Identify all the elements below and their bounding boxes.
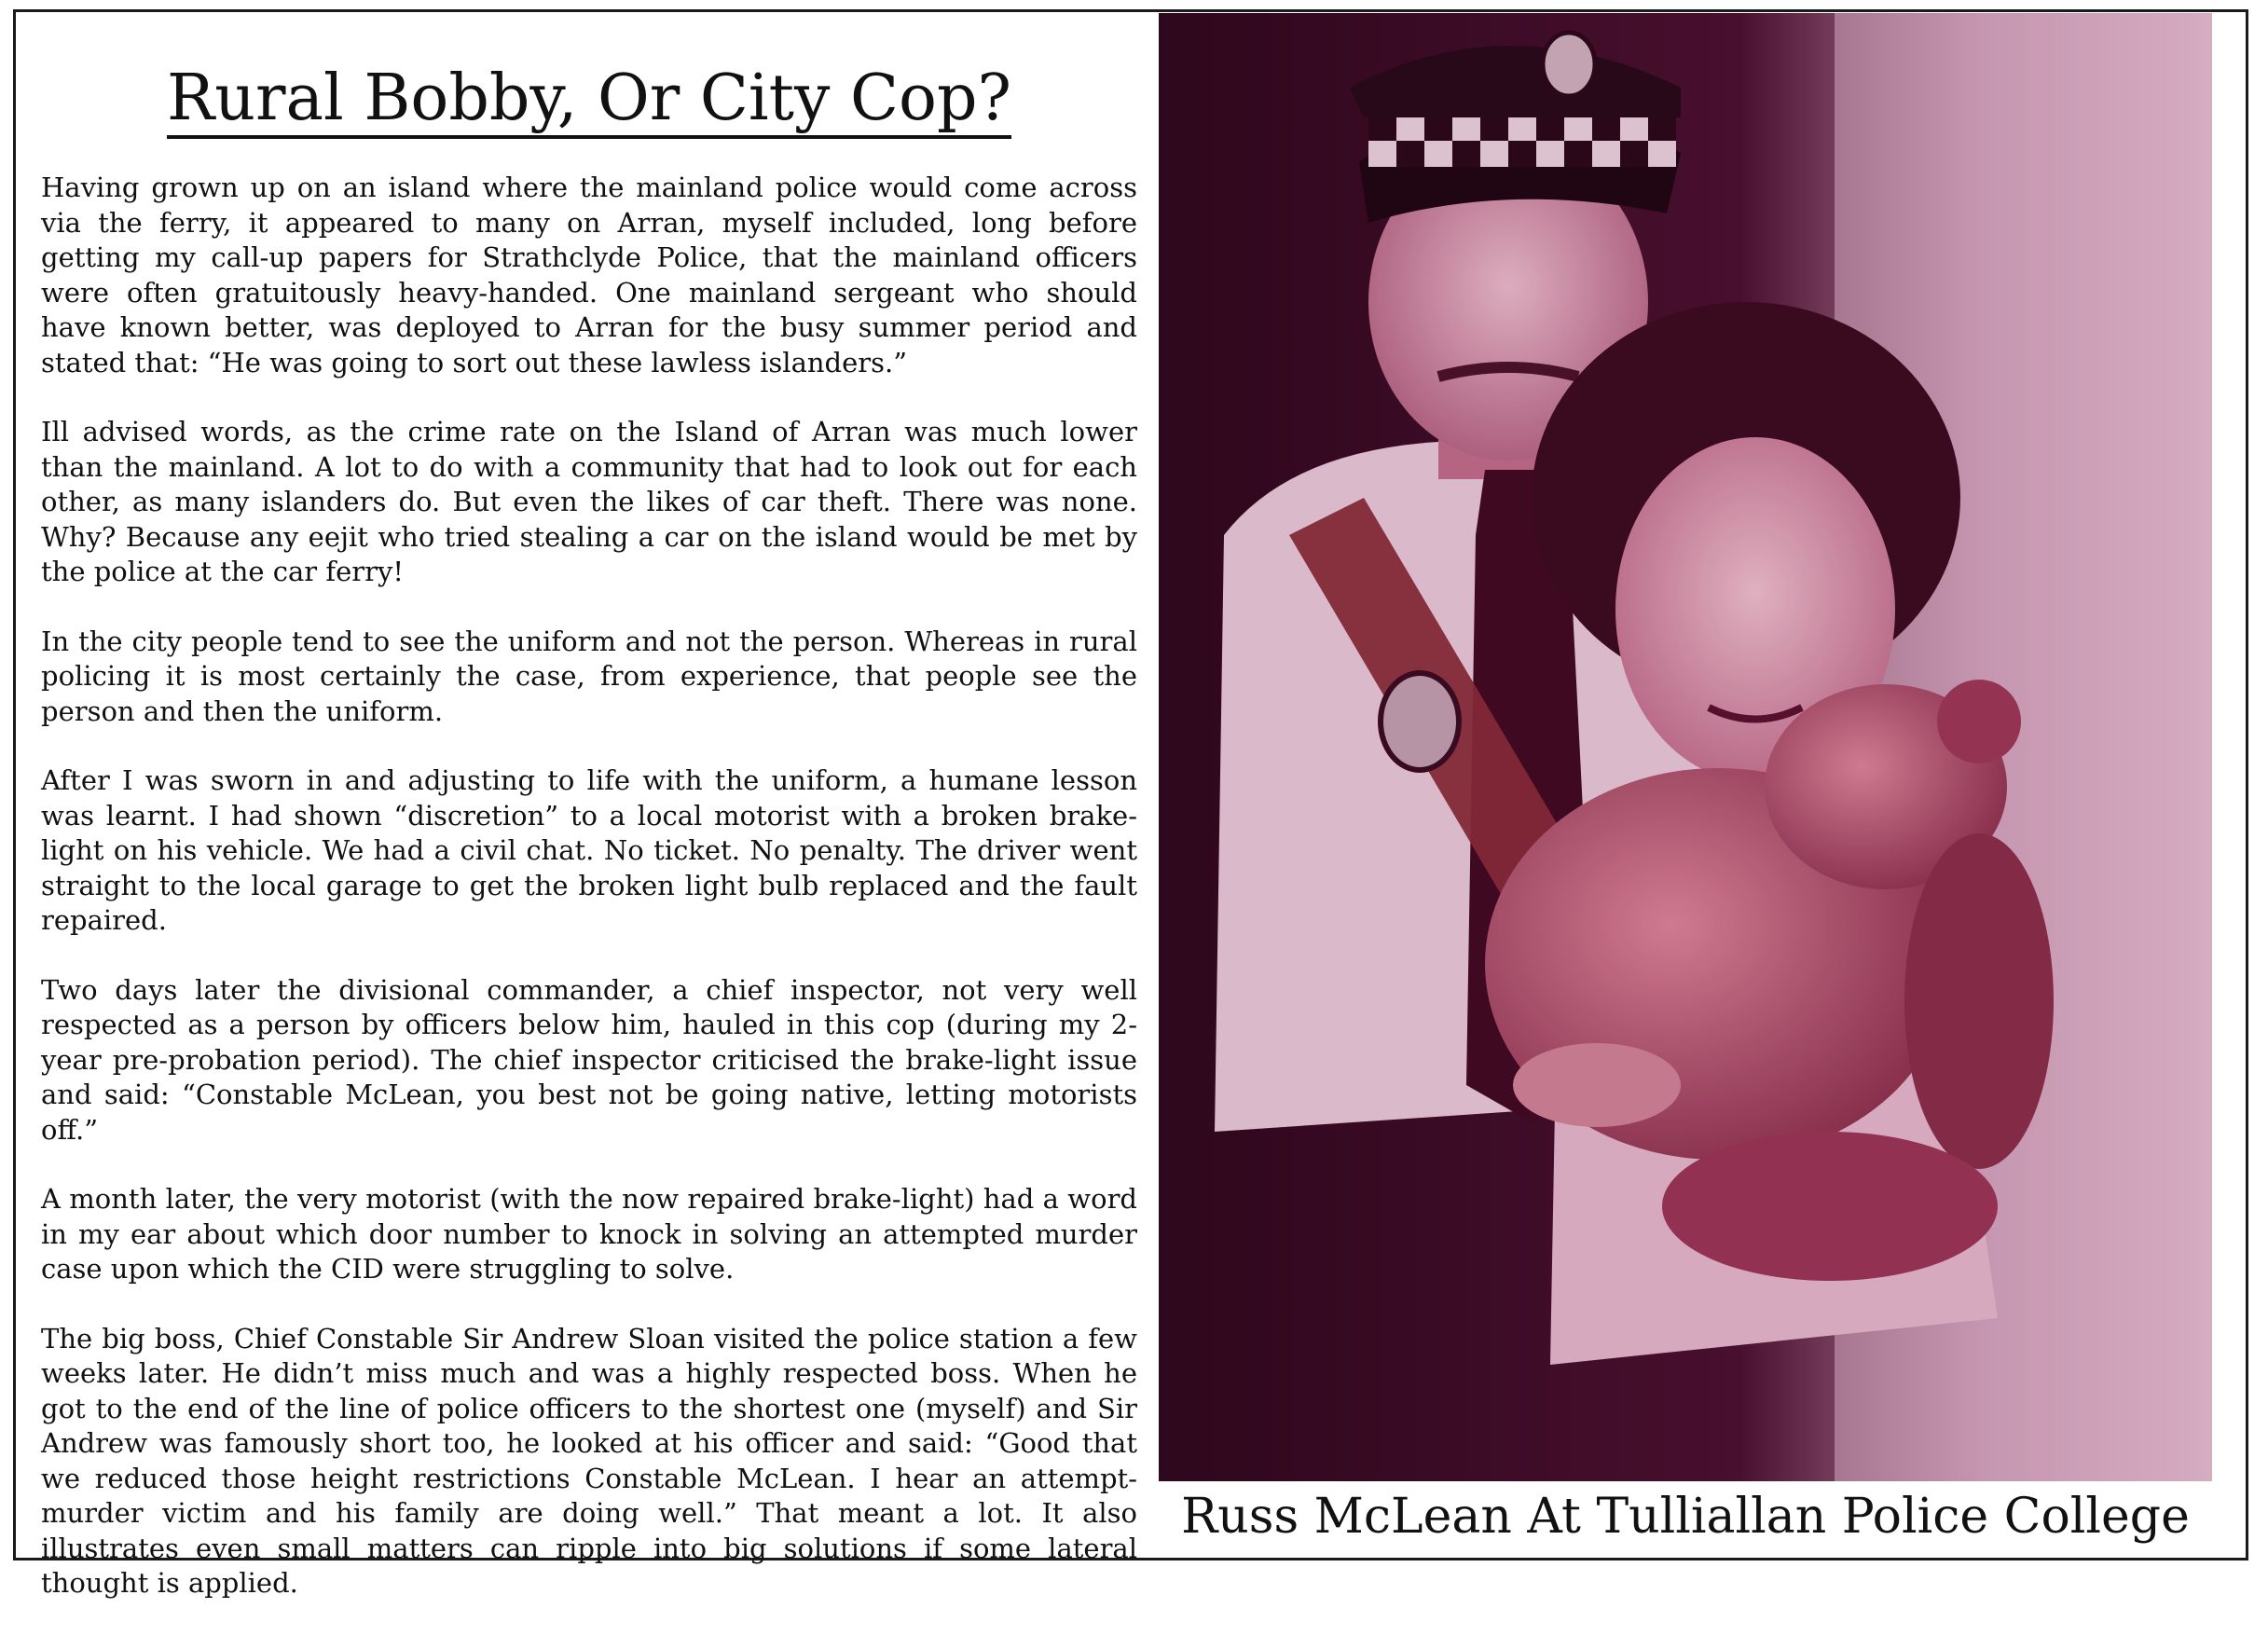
article-paragraph-4: After I was sworn in and adjusting to life with the uniform, a humane lesson was learnt. I had shown “discretion” to a local motorist with a broken brake-light on his vehicle. We had a civil chat. No ticket. No penalty. The driver went straight to the local garage to get the broken light bulb replaced and the fault repaired. [41,764,1137,937]
photo-caption: Russ McLean At Tulliallan Police College [1181,1489,2190,1545]
article-paragraph-7: The big boss, Chief Constable Sir Andrew Sloan visited the police station a few weeks later. He didn’t miss much and was a highly respected boss. When he got to the end of the line of police officers to the shortest one (myself) and Sir Andrew was famously short too, he looked at his officer and said: “Good that we reduced those height restrictions Constable McLean. I hear an attempt-murder victim and his family are doing well.” That meant a lot. It also illustrates even small matters can ripple into big solutions if some lateral thought is applied. [41,1322,1137,1600]
article-paragraph-5: Two days later the divisional commander, a chief inspector, not very well respected as a person by officers below him, hauled in this cop (during my 2-year pre-probation period). The chief inspector criticised the brake-light issue and said: “Constable McLean, you best not be going native, letting motorists off.” [41,973,1137,1146]
article-paragraph-2: Ill advised words, as the crime rate on the Island of Arran was much lower than the mainland. A lot to do with a community that had to look out for each other, as many islanders do. But even the likes of car theft. There was none. Why? Because any eejit who tried stealing a car on the island would be met by the police at the car ferry! [41,416,1137,588]
photo-tint [1159,13,2212,1481]
photo-officer-and-woman [1159,13,2212,1481]
article-paragraph-1: Having grown up on an island where the mainland police would come across via the ferry, it appeared to many on Arran, myself included, long before getting my call-up papers for Strathclyde Police, that the mainland officers were often gratuitously heavy-handed. One mainland sergeant who should have known better, was deployed to Arran for the busy summer period and stated that: “He was going to sort out these lawless islanders.” [41,172,1137,378]
article [41,62,1137,1636]
article-paragraph-6: A month later, the very motorist (with the now repaired brake-light) had a word in my ear about which door number to knock in solving an attempted murder case upon which the CID were struggling to solve. [41,1183,1137,1285]
article-title: Rural Bobby, Or City Cop? [41,65,1137,139]
photo-illustration [1159,13,2212,1481]
article-paragraph-3: In the city people tend to see the uniform and not the person. Whereas in rural policing it is most certainly the case, from experience, that people see the person and then the uniform. [41,625,1137,727]
